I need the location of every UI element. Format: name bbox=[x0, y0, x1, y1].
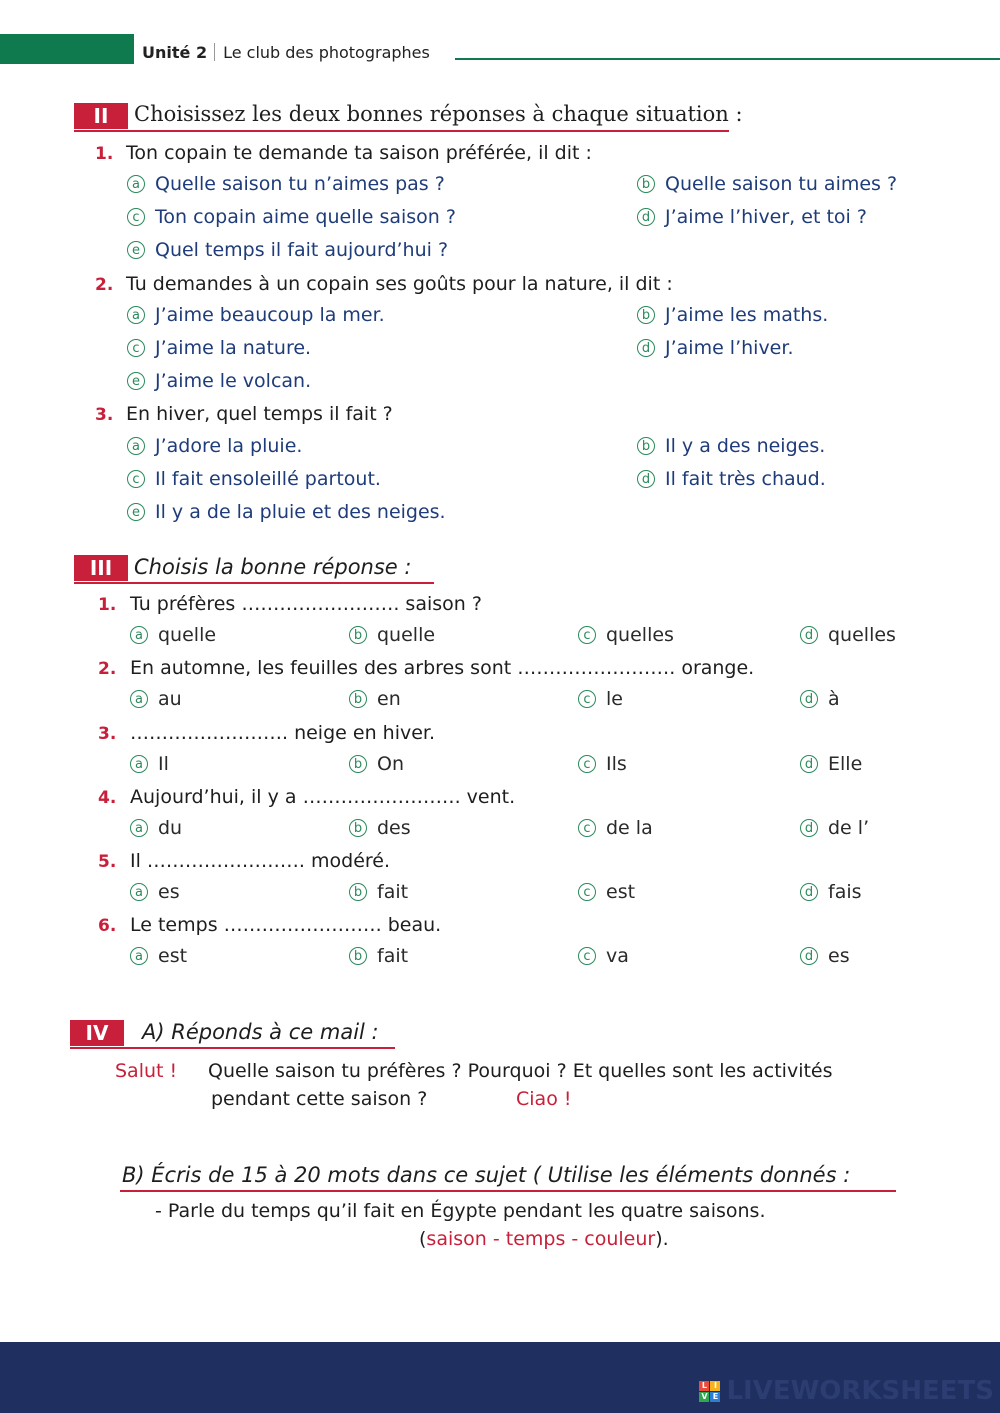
option-letter-d-icon: d bbox=[637, 339, 655, 357]
option-text: Ils bbox=[606, 753, 627, 775]
option-letter-c-icon: c bbox=[578, 690, 596, 708]
s3-q2-option-a[interactable] bbox=[130, 688, 182, 710]
s2-q3-option-a[interactable] bbox=[127, 435, 302, 457]
option-letter-d-icon: d bbox=[800, 690, 818, 708]
option-text: quelles bbox=[606, 624, 674, 646]
option-letter-b-icon: b bbox=[349, 690, 367, 708]
s3-q3-option-b[interactable] bbox=[349, 753, 404, 775]
option-letter-b-icon: b bbox=[349, 755, 367, 773]
option-text: Il bbox=[158, 753, 169, 775]
option-text: à bbox=[828, 688, 840, 710]
option-text: fais bbox=[828, 881, 862, 903]
option-letter-d-icon: d bbox=[800, 819, 818, 837]
given-elements bbox=[419, 1228, 669, 1250]
option-text: es bbox=[828, 945, 850, 967]
s3-q2-option-b[interactable] bbox=[349, 688, 401, 710]
option-text: va bbox=[606, 945, 629, 967]
section-2-badge: II bbox=[74, 103, 128, 129]
s2-q2-option-b[interactable] bbox=[637, 304, 828, 326]
section-4-badge: IV bbox=[70, 1020, 124, 1046]
option-letter-b-icon: b bbox=[637, 175, 655, 193]
option-text: quelles bbox=[828, 624, 896, 646]
option-letter-a-icon: a bbox=[130, 690, 148, 708]
option-letter-d-icon: d bbox=[637, 208, 655, 226]
s3-q5-option-a[interactable] bbox=[130, 881, 180, 903]
s2-q1-option-a[interactable] bbox=[127, 173, 445, 195]
option-letter-e-icon: e bbox=[127, 372, 145, 390]
option-text: J’aime le volcan. bbox=[155, 370, 312, 392]
option-text: de la bbox=[606, 817, 653, 839]
option-text: J’aime l’hiver, et toi ? bbox=[665, 206, 867, 228]
s3-q3-option-d[interactable] bbox=[800, 753, 862, 775]
option-letter-e-icon: e bbox=[127, 503, 145, 521]
s3-q1-text: Tu préfères ……………………. saison ? bbox=[130, 593, 482, 615]
option-letter-a-icon: a bbox=[127, 175, 145, 193]
elements-open: ( bbox=[419, 1228, 427, 1250]
s3-q3-text: ……………………. neige en hiver. bbox=[130, 722, 436, 744]
option-text: fait bbox=[377, 945, 409, 967]
section-3-badge: III bbox=[74, 555, 128, 581]
option-letter-d-icon: d bbox=[800, 755, 818, 773]
s2-q3-option-d[interactable] bbox=[637, 468, 826, 490]
option-letter-b-icon: b bbox=[349, 947, 367, 965]
option-letter-a-icon: a bbox=[130, 947, 148, 965]
writing-instruction: - Parle du temps qu’il fait en Égypte pendant les quatre saisons. bbox=[155, 1200, 766, 1222]
option-letter-d-icon: d bbox=[800, 626, 818, 644]
section-4b-title: B) Écris de 15 à 20 mots dans ce sujet ( Utilise les éléments donnés : bbox=[122, 1163, 851, 1187]
s3-q4-option-b[interactable] bbox=[349, 817, 411, 839]
s3-q6-option-b[interactable] bbox=[349, 945, 408, 967]
option-letter-a-icon: a bbox=[130, 626, 148, 644]
s2-q1-option-b[interactable] bbox=[637, 173, 897, 195]
s3-q2-option-d[interactable] bbox=[800, 688, 840, 710]
option-text: Il y a de la pluie et des neiges. bbox=[155, 501, 446, 523]
option-text: Quel temps il fait aujourd’hui ? bbox=[155, 239, 449, 261]
s2-q3-option-b[interactable] bbox=[637, 435, 825, 457]
option-text: J’aime beaucoup la mer. bbox=[155, 304, 385, 326]
option-letter-c-icon: c bbox=[127, 470, 145, 488]
s3-q6-option-a[interactable] bbox=[130, 945, 187, 967]
option-letter-d-icon: d bbox=[800, 947, 818, 965]
option-text: J’adore la pluie. bbox=[155, 435, 303, 457]
s2-q3-option-e[interactable] bbox=[127, 501, 446, 523]
s2-q1-text: Ton copain te demande ta saison préférée, il dit : bbox=[126, 142, 592, 164]
s2-q2-option-c[interactable] bbox=[127, 337, 311, 359]
section-4-underline bbox=[70, 1047, 395, 1049]
header-rule bbox=[455, 58, 1000, 60]
option-letter-a-icon: a bbox=[130, 883, 148, 901]
option-letter-b-icon: b bbox=[637, 437, 655, 455]
s3-q6-number: 6. bbox=[98, 916, 117, 936]
s2-q1-option-e[interactable] bbox=[127, 239, 448, 261]
s3-q6-option-d[interactable] bbox=[800, 945, 850, 967]
s3-q4-text: Aujourd’hui, il y a ……………………. vent. bbox=[130, 786, 516, 808]
logo-cell: E bbox=[710, 1392, 720, 1402]
option-text: est bbox=[606, 881, 636, 903]
section-3-title: Choisis la bonne réponse : bbox=[134, 555, 412, 579]
option-text: es bbox=[158, 881, 180, 903]
option-text: quelle bbox=[377, 624, 436, 646]
elements-list: saison - temps - couleur bbox=[426, 1228, 656, 1250]
s3-q2-number: 2. bbox=[98, 659, 117, 679]
option-letter-a-icon: a bbox=[127, 437, 145, 455]
s3-q1-option-c[interactable] bbox=[578, 624, 674, 646]
s2-q2-option-e[interactable] bbox=[127, 370, 311, 392]
logo-grid-icon bbox=[699, 1381, 720, 1402]
section-2-underline bbox=[74, 130, 729, 132]
option-letter-a-icon: a bbox=[130, 755, 148, 773]
s3-q5-option-d[interactable] bbox=[800, 881, 862, 903]
s3-q3-number: 3. bbox=[98, 724, 117, 744]
logo-text: LIVEWORKSHEETS bbox=[726, 1376, 994, 1406]
mail-line-2: pendant cette saison ? bbox=[211, 1088, 428, 1110]
elements-close: ). bbox=[655, 1228, 669, 1250]
mail-line-1: Quelle saison tu préfères ? Pourquoi ? Et quelles sont les activités bbox=[208, 1060, 833, 1082]
s2-q3-text: En hiver, quel temps il fait ? bbox=[126, 403, 393, 425]
option-letter-b-icon: b bbox=[349, 819, 367, 837]
option-text: au bbox=[158, 688, 182, 710]
s3-q2-option-c[interactable] bbox=[578, 688, 623, 710]
option-letter-d-icon: d bbox=[637, 470, 655, 488]
option-text: est bbox=[158, 945, 188, 967]
option-text: quelle bbox=[158, 624, 217, 646]
option-text: Il y a des neiges. bbox=[665, 435, 826, 457]
s2-q1-number: 1. bbox=[95, 144, 114, 164]
s3-q5-text: Il ……………………. modéré. bbox=[130, 850, 391, 872]
option-text: Il fait ensoleillé partout. bbox=[155, 468, 381, 490]
s3-q4-option-a[interactable] bbox=[130, 817, 182, 839]
s3-q4-option-d[interactable] bbox=[800, 817, 869, 839]
option-text: J’aime l’hiver. bbox=[665, 337, 794, 359]
option-text: On bbox=[377, 753, 404, 775]
s3-q3-option-a[interactable] bbox=[130, 753, 169, 775]
s3-q6-text: Le temps ……………………. beau. bbox=[130, 914, 442, 936]
option-letter-c-icon: c bbox=[127, 339, 145, 357]
s3-q4-number: 4. bbox=[98, 788, 117, 808]
option-letter-a-icon: a bbox=[127, 306, 145, 324]
header-title bbox=[142, 43, 430, 62]
s3-q3-option-c[interactable] bbox=[578, 753, 627, 775]
option-letter-c-icon: c bbox=[578, 947, 596, 965]
s2-q2-number: 2. bbox=[95, 275, 114, 295]
s3-q5-number: 5. bbox=[98, 852, 117, 872]
logo-cell: L bbox=[699, 1381, 709, 1391]
option-letter-d-icon: d bbox=[800, 883, 818, 901]
unit-title: Le club des photographes bbox=[223, 43, 430, 62]
option-text: de l’ bbox=[828, 817, 870, 839]
option-text: le bbox=[606, 688, 623, 710]
section-4a-title: A) Réponds à ce mail : bbox=[142, 1020, 379, 1044]
option-letter-b-icon: b bbox=[349, 626, 367, 644]
logo-cell: V bbox=[701, 1391, 708, 1401]
s2-q2-option-d[interactable] bbox=[637, 337, 793, 359]
option-letter-c-icon: c bbox=[578, 819, 596, 837]
s3-q2-text: En automne, les feuilles des arbres sont ……………………. orange. bbox=[130, 657, 755, 679]
s3-q1-option-b[interactable] bbox=[349, 624, 435, 646]
liveworksheets-logo[interactable] bbox=[699, 1376, 994, 1406]
header-bar bbox=[0, 34, 134, 64]
s2-q3-number: 3. bbox=[95, 405, 114, 425]
mail-closing: Ciao ! bbox=[516, 1088, 572, 1110]
s2-q1-option-d[interactable] bbox=[637, 206, 867, 228]
option-text: du bbox=[158, 817, 183, 839]
option-letter-a-icon: a bbox=[130, 819, 148, 837]
option-letter-e-icon: e bbox=[127, 241, 145, 259]
option-text: en bbox=[377, 688, 401, 710]
s2-q2-text: Tu demandes à un copain ses goûts pour la nature, il dit : bbox=[126, 273, 673, 295]
s2-q1-option-c[interactable] bbox=[127, 206, 456, 228]
s3-q1-option-a[interactable] bbox=[130, 624, 216, 646]
option-text: Quelle saison tu n’aimes pas ? bbox=[155, 173, 445, 195]
unit-label: Unité 2 bbox=[142, 43, 208, 62]
logo-cell: I bbox=[710, 1381, 720, 1391]
header-divider bbox=[214, 43, 215, 61]
option-letter-c-icon: c bbox=[578, 883, 596, 901]
s3-q1-number: 1. bbox=[98, 595, 117, 615]
option-text: fait bbox=[377, 881, 409, 903]
option-letter-c-icon: c bbox=[127, 208, 145, 226]
option-text: Quelle saison tu aimes ? bbox=[665, 173, 898, 195]
section-4b-underline bbox=[120, 1190, 896, 1192]
s3-q5-option-b[interactable] bbox=[349, 881, 408, 903]
option-text: Ton copain aime quelle saison ? bbox=[155, 206, 456, 228]
option-text: J’aime les maths. bbox=[665, 304, 829, 326]
mail-greeting: Salut ! bbox=[115, 1060, 178, 1082]
option-text: des bbox=[377, 817, 411, 839]
option-letter-b-icon: b bbox=[349, 883, 367, 901]
option-letter-c-icon: c bbox=[578, 626, 596, 644]
option-letter-b-icon: b bbox=[637, 306, 655, 324]
s3-q5-option-c[interactable] bbox=[578, 881, 635, 903]
option-text: Il fait très chaud. bbox=[665, 468, 826, 490]
s2-q3-option-c[interactable] bbox=[127, 468, 381, 490]
option-text: J’aime la nature. bbox=[155, 337, 312, 359]
s3-q4-option-c[interactable] bbox=[578, 817, 653, 839]
s3-q6-option-c[interactable] bbox=[578, 945, 629, 967]
option-text: Elle bbox=[828, 753, 863, 775]
section-3-underline bbox=[74, 582, 434, 584]
section-2-title: Choisissez les deux bonnes réponses à chaque situation : bbox=[134, 102, 743, 126]
s2-q2-option-a[interactable] bbox=[127, 304, 385, 326]
option-letter-c-icon: c bbox=[578, 755, 596, 773]
s3-q1-option-d[interactable] bbox=[800, 624, 896, 646]
